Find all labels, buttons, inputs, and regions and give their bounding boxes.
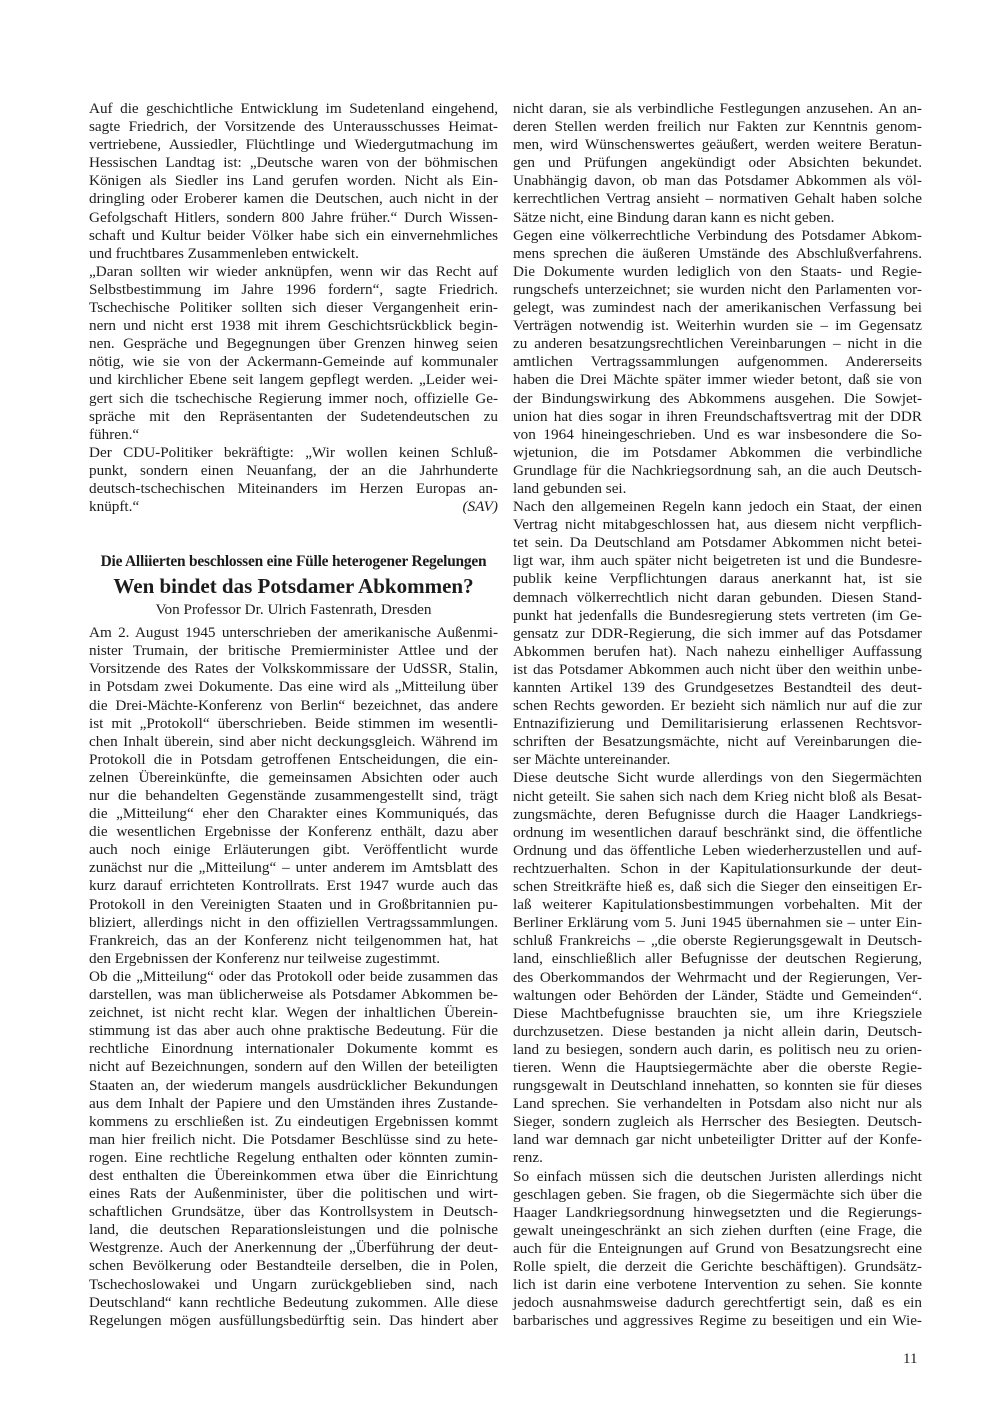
text-line: publik keine Verpflichtungen daraus anerkannt hat, ist sie [513, 570, 922, 588]
paragraph [89, 444, 498, 516]
text-line: zu anderen besatzungsrechtlichen Vereinbarungen – nicht in die [513, 335, 922, 353]
text-line: stimmung ist das aber auch ohne praktische Bedeutung. Für die [89, 1022, 498, 1040]
text-line: Auf die geschichtliche Entwicklung im Sudetenland eingehend, [89, 100, 498, 117]
article-potsdam-header [89, 552, 498, 620]
text-line: Hessischen Landtag ist: „Deutsche waren von der böhmischen [89, 154, 498, 172]
text-line: führen.“ [89, 425, 140, 443]
text-line: Diese deutsche Sicht wurde allerdings von den Siegermächten [513, 769, 922, 787]
text-line: kerrechtlichen Vertrag ansieht – normativen Gehalt haben solche [513, 190, 922, 208]
text-line: die wesentlichen Ergebnisse der Konferenz enthält, dazu aber [89, 823, 498, 841]
text-line: Grundlage für die Nachkriegsordnung sah, an die auch Deutsch- [513, 461, 922, 479]
article-potsdam-body-right [513, 100, 922, 1330]
text-line: und fruchtbares Zusammenleben entwickelt. [89, 244, 359, 262]
page-number: 11 [903, 1351, 918, 1367]
text-line: gewalt uneingeschränkt an sich ziehen durften (eine Frage, die [513, 1221, 922, 1239]
text-line: Die Dokumente wurden lediglich von den Staats- und Regie- [513, 262, 922, 280]
text-line: deren Stellen werden freilich nur Fakten zur Kenntnis genom- [513, 118, 922, 136]
text-line: Diese Machtbefugnisse brauchten sie, um ihre Kriegsziele [513, 1004, 922, 1022]
text-line: und kirchlicher Ebene seit langem gepflegt werden. „Leider wei- [89, 371, 498, 389]
text-line: nötig, wie sie von der Ackermann-Gemeinde auf kommunaler [89, 353, 498, 371]
text-line: rechtliche Einordnung internationaler Dokumente kommt es [89, 1040, 498, 1058]
text-line: Berliner Erklärung vom 5. Juni 1945 übernahmen sie – unter Ein- [513, 914, 922, 932]
text-line: Rolle spielt, die derzeit die Gerichte beschäftigen). Grundsätz- [513, 1258, 922, 1275]
text-line: nur die behandelten Gegenstände zusammengestellt sind, trägt [89, 787, 498, 804]
paragraph [89, 263, 498, 444]
text-line: Selbstbestimmung im Jahre 1996 fordern“, sagte Friedrich. [89, 280, 498, 298]
paragraph [89, 100, 498, 263]
text-line: Königen als Siedler ins Land gerufen worden. Nicht als Ein- [89, 172, 498, 190]
text-line: schen Bevölkerung oder Bestandteile derselben, die in Polen, [89, 1257, 498, 1275]
text-line: ordnung im wesentlichen darauf beschränkt sind, die öffentliche [513, 823, 922, 841]
text-line: Der CDU-Politiker bekräftigte: „Wir wollen keinen Schluß- [89, 443, 498, 461]
text-line: rungsgewalt in Deutschland innehatten, so konnten sie für dieses [513, 1077, 922, 1095]
text-line: tet sein. Da Deutschland am Potsdamer Abkommen nicht betei- [513, 534, 922, 552]
text-line: tieren. Wenn die Hauptsiegermächte aber die oberste Regie- [513, 1058, 922, 1076]
author-signature: (SAV) [462, 498, 498, 516]
article-friedrich-sudetenland [89, 100, 498, 516]
text-line: haben die Drei Mächte später immer wieder betont, daß sie von [513, 371, 922, 389]
paragraph [513, 100, 922, 227]
text-line: ist mit „Protokoll“ überschrieben. Beide stimmen im wesentli- [89, 714, 498, 732]
text-line: Gegen eine völkerrechtliche Verbindung des Potsdamer Abkom- [513, 226, 922, 244]
text-line: ligt war, ihm auch später nicht beigetreten ist und die Bundesre- [513, 552, 922, 570]
text-line: Sieger, sondern zugleich als Herrscher des Besiegten. Deutsch- [513, 1113, 922, 1131]
text-line: chen Inhalt überein, sind aber nicht deckungsgleich. Während im [89, 732, 498, 750]
text-line: amtlichen Vertragssammlungen aufgenommen. Andererseits [513, 353, 922, 371]
text-line: barbarisches und aggressives Regime zu beseitigen und ein Wie- [513, 1312, 922, 1330]
text-line: deutsch-tschechischen Miteinanders im Herzen Europas an- [89, 479, 498, 497]
text-line: dringling oder Eroberer kamen die Deutschen, auch nicht in der [89, 190, 498, 208]
text-line: rungschefs unterzeichnet; sie wurden nicht den Parlamenten vor- [513, 280, 922, 298]
text-line: jedoch ausnahmsweise dadurch gerechtfertigt sein, daß es ein [513, 1294, 922, 1312]
text-line: Unabhängig davon, ob man das Potsdamer Abkommen als völ- [513, 172, 922, 190]
text-line: Entnazifizierung und Demilitarisierung erlassenen Rechtsvor- [513, 715, 922, 733]
article-kicker: Die Alliierten beschlossen eine Fülle heterogener Regelungen [100, 553, 487, 571]
text-line: schluß Frankreichs – „die oberste Regierungsgewalt in Deutsch- [513, 932, 922, 950]
text-line: zelnen Übereinkünfte, die gemeinsamen Absichten oder auch [89, 768, 498, 786]
text-line: Tschechische Politiker sollten sich dieser Vergangenheit erin- [89, 299, 498, 317]
text-line: schen Rechts geworden. Er bezieht sich nämlich nur auf die zur [513, 697, 922, 715]
text-line: bliziert, allerdings nicht in den offiziellen Vertragssammlungen. [89, 913, 498, 931]
text-line: Westgrenze. Auch der Anerkennung der „Überführung der deut- [89, 1239, 498, 1257]
text-line: Land sprechen. Sie verhandelten in Potsdam also nicht nur als [513, 1095, 922, 1113]
text-line: lich ist darin eine verbotene Intervention zu sehen. Sie konnte [513, 1276, 922, 1294]
text-line: ist das Potsdamer Abkommen auch nicht über den weithin unbe- [513, 660, 922, 678]
text-line: sagte Friedrich, der Vorsitzende des Unterausschusses Heimat- [89, 118, 498, 136]
text-line: Frankreich, das an der Konferenz nicht teilgenommen hat, hat [89, 931, 498, 949]
text-line: auch noch einige Erläuterungen gibt. Veröffentlicht wurde [89, 841, 498, 859]
text-line: gert sich die tschechische Regierung immer noch, offizielle Ge- [89, 389, 498, 407]
text-line: nicht geteilt. Sie sahen sich nach dem Krieg nicht bloß als Besat- [513, 787, 922, 805]
text-line: nen. Gespräche und Begegnungen über Grenzen hinweg seien [89, 335, 498, 353]
text-line: Abkommen berufen hat). Nach nahezu einhelliger Auffassung [513, 642, 922, 660]
text-line: schaftlichen Grundsätze, über das Kontrollsystem in Deutsch- [89, 1203, 498, 1221]
text-line: land gebunden sei. [513, 479, 627, 497]
text-line: gensatz zur DDR-Regierung, die sich immer auf das Potsdamer [513, 624, 922, 642]
text-line: gen und Prüfungen angekündigt oder Absichten bekundet. [513, 154, 922, 172]
article-headline: Wen bindet das Potsdamer Abkommen? [113, 574, 474, 599]
text-line: Am 2. August 1945 unterschrieben der amerikanische Außenmi- [89, 624, 498, 642]
text-line: den Ergebnissen der Konferenz nur teilweise zugestimmt. [89, 949, 441, 967]
text-line: Protokoll in den Vereinigten Staaten und in Großbritannien pu- [89, 895, 498, 913]
text-line: man hier freilich nicht. Die Potsdamer Beschlüsse sind zu hete- [89, 1130, 498, 1148]
closing-line [89, 498, 498, 516]
text-line: kannten Artikel 139 des Grundgesetzes Bestandteil des deut- [513, 679, 922, 696]
text-line: Gefolgschaft Hitlers, sondern 800 Jahre früher.“ Durch Wissen- [89, 208, 498, 226]
text-line: Vertrag nicht mitabgeschlossen hat, aus diesem nicht verpflich- [513, 516, 922, 534]
text-line: ser Mächte untereinander. [513, 751, 671, 769]
text-line: zeichnet, ist nicht recht klar. Wegen der inhaltlichen Überein- [89, 1004, 498, 1022]
article-byline: Von Professor Dr. Ulrich Fastenrath, Dresden [155, 601, 432, 619]
text-line: rechtzuerhalten. Schon in der Kapitulationsurkunde der deut- [513, 859, 922, 877]
text-line: dest enthalten die Übereinkommen etwa über die Einrichtung [89, 1166, 498, 1184]
text-line: Ob die „Mitteilung“ oder das Protokoll oder beide zusammen das [89, 967, 498, 985]
right-column [513, 100, 922, 1330]
text-line: Staaten an, der wiederum mangels ausdrücklicher Bekundungen [89, 1076, 498, 1094]
text-line: zunächst nur die „Mitteilung“ – unter anderem im Amtsblatt des [89, 859, 498, 877]
text-line: wjetunion, die im Potsdamer Abkommen die verbindliche [513, 443, 922, 461]
text-line: kommens zu erschließen ist. Zu eindeutigen Ergebnissen kommt [89, 1112, 498, 1130]
text-line: auch für die Enteignungen auf Grund von Besatzungsrecht eine [513, 1239, 922, 1257]
text-line: gelegt, was zumindest nach der amerikanischen Verfassung bei [513, 299, 922, 317]
text-line: nicht daran, sie als verbindliche Festlegungen anzusehen. An an- [513, 100, 922, 117]
text-line: geschlagen geben. Sie fragen, ob die Siegermächte sich über die [513, 1185, 922, 1203]
text-line: laß weiterer Kapitulationsbestimmungen vorbehalten. Mit der [513, 896, 922, 914]
left-column [89, 100, 498, 1330]
text-line: von 1964 hineingeschrieben. Und es war insbesondere die So- [513, 425, 922, 443]
text-line: schaft und Kultur beider Völker habe sich ein einvernehmliches [89, 226, 498, 244]
text-line: land, die deutschen Reparationsleistungen und die polnische [89, 1221, 498, 1239]
text-line: die „Mitteilung“ eher den Charakter eines Kommuniqués, das [89, 805, 498, 823]
paragraph [513, 769, 922, 1167]
text-line: Regelungen mögen ausfüllungsbedürftig sein. Das hindert aber [89, 1311, 498, 1329]
text-line: mens sprechen die äußeren Umstände des Abschlußverfahrens. [513, 244, 922, 262]
text-line: knüpft.“ [89, 498, 140, 516]
text-line: demnach völkerrechtlich nicht daran gebunden. Diesen Stand- [513, 588, 922, 606]
text-line: schen Streitkräfte hieß es, daß sich die Sieger den einseitigen Er- [513, 878, 922, 896]
text-line: waltungen oder Behörden der Länder, Städte und Gemeinden“. [513, 986, 922, 1004]
text-line: eines Rats der Außenminister, über die politischen und wirt- [89, 1185, 498, 1203]
text-line: Ordnung und das öffentliche Leben wiederherzustellen und auf- [513, 841, 922, 859]
paragraph [513, 498, 922, 769]
text-line: Haager Landkriegsordnung hinwegsetzten und die Regierungs- [513, 1203, 922, 1221]
text-line: land war demnach gar nicht unbeteiligter Dritter auf der Konfe- [513, 1131, 922, 1149]
text-line: rogen. Eine rechtliche Regelung enthalten oder könnten zumin- [89, 1148, 498, 1166]
text-line: spräche mit den Repräsentanten der Sudetendeutschen zu [89, 407, 498, 425]
text-line: nern und nicht erst 1938 mit ihrem Geschichtsrückblick begin- [89, 317, 498, 335]
text-line: schriften der Besatzungsmächte, nicht auf Vereinbarungen die- [513, 733, 922, 751]
text-line: „Daran sollten wir wieder anknüpfen, wenn wir das Recht auf [89, 262, 498, 280]
article-separator [89, 516, 498, 552]
text-line: nister Trumain, der britische Premierminister Attlee und der [89, 642, 498, 660]
paragraph [513, 1168, 922, 1331]
text-line: darstellen, was man üblicherweise als Potsdamer Abkommen be- [89, 986, 498, 1004]
article-potsdam-body-left [89, 624, 498, 1330]
text-line: Nach den allgemeinen Regeln kann jedoch ein Staat, der einen [513, 498, 922, 516]
text-line: Deutschland“ kann rechtliche Bedeutung zukommen. Alle diese [89, 1293, 498, 1311]
text-line: punkt, sondern einen Neuanfang, der an die Jahrhunderte [89, 461, 498, 479]
text-line: vertriebene, Aussiedler, Flüchtlinge und Wiedergutmachung im [89, 136, 498, 154]
text-line: renz. [513, 1149, 543, 1167]
paragraph [513, 227, 922, 498]
text-line: in Potsdam zwei Dokumente. Das eine wird als „Mitteilung über [89, 678, 498, 696]
text-line: punkt hat jedenfalls die Bundesregierung stets vertreten (im Ge- [513, 606, 922, 624]
paragraph [89, 968, 498, 1330]
text-line: Sätze nicht, eine Bindung daran kann es nicht geben. [513, 208, 835, 226]
text-line: der Bindungswirkung des Abkommens ausgehen. Die Sowjet- [513, 389, 922, 407]
text-line: die Drei-Mächte-Konferenz von Berlin“ bezeichnet, das andere [89, 696, 498, 714]
text-line: men, wird Wünschenswertes geäußert, werden weitere Beratun- [513, 136, 922, 154]
text-line: union hat dies sogar in ihren Freundschaftsvertrag mit der DDR [513, 407, 922, 425]
text-line: aus dem Inhalt der Papiere und den Umständen ihres Zustande- [89, 1094, 498, 1112]
text-line: kurz darauf errichteten Kontrollrats. Erst 1947 wurde auch das [89, 877, 498, 895]
paragraph [89, 624, 498, 968]
text-line: land, einschließlich aller Befugnisse der deutschen Regierung, [513, 950, 922, 968]
text-line: zungsmächte, deren Befugnisse durch die Haager Landkriegs- [513, 805, 922, 823]
text-line: nicht auf Bezeichnungen, sondern auf den Willen der beteiligten [89, 1058, 498, 1076]
text-line: durchzusetzen. Diese bestanden ja nicht allein darin, Deutsch- [513, 1022, 922, 1040]
text-line: land zu besiegen, sondern auch darin, es politisch neu zu orien- [513, 1040, 922, 1058]
text-line: So einfach müssen sich die deutschen Juristen allerdings nicht [513, 1167, 922, 1185]
text-line: Tschechoslowakei und Ungarn zurückgeblieben sind, nach [89, 1275, 498, 1293]
text-line: Protokoll die in Potsdam getroffenen Entscheidungen, die ein- [89, 750, 498, 768]
text-line: Vorsitzende des Rates der Volkskommissare der UdSSR, Stalin, [89, 660, 498, 678]
text-line: Verträgen notwendig ist. Weiterhin wurden sie – im Gegensatz [513, 317, 922, 335]
text-line: des Oberkommandos der Wehrmacht und der Regierungen, Ver- [513, 968, 922, 986]
